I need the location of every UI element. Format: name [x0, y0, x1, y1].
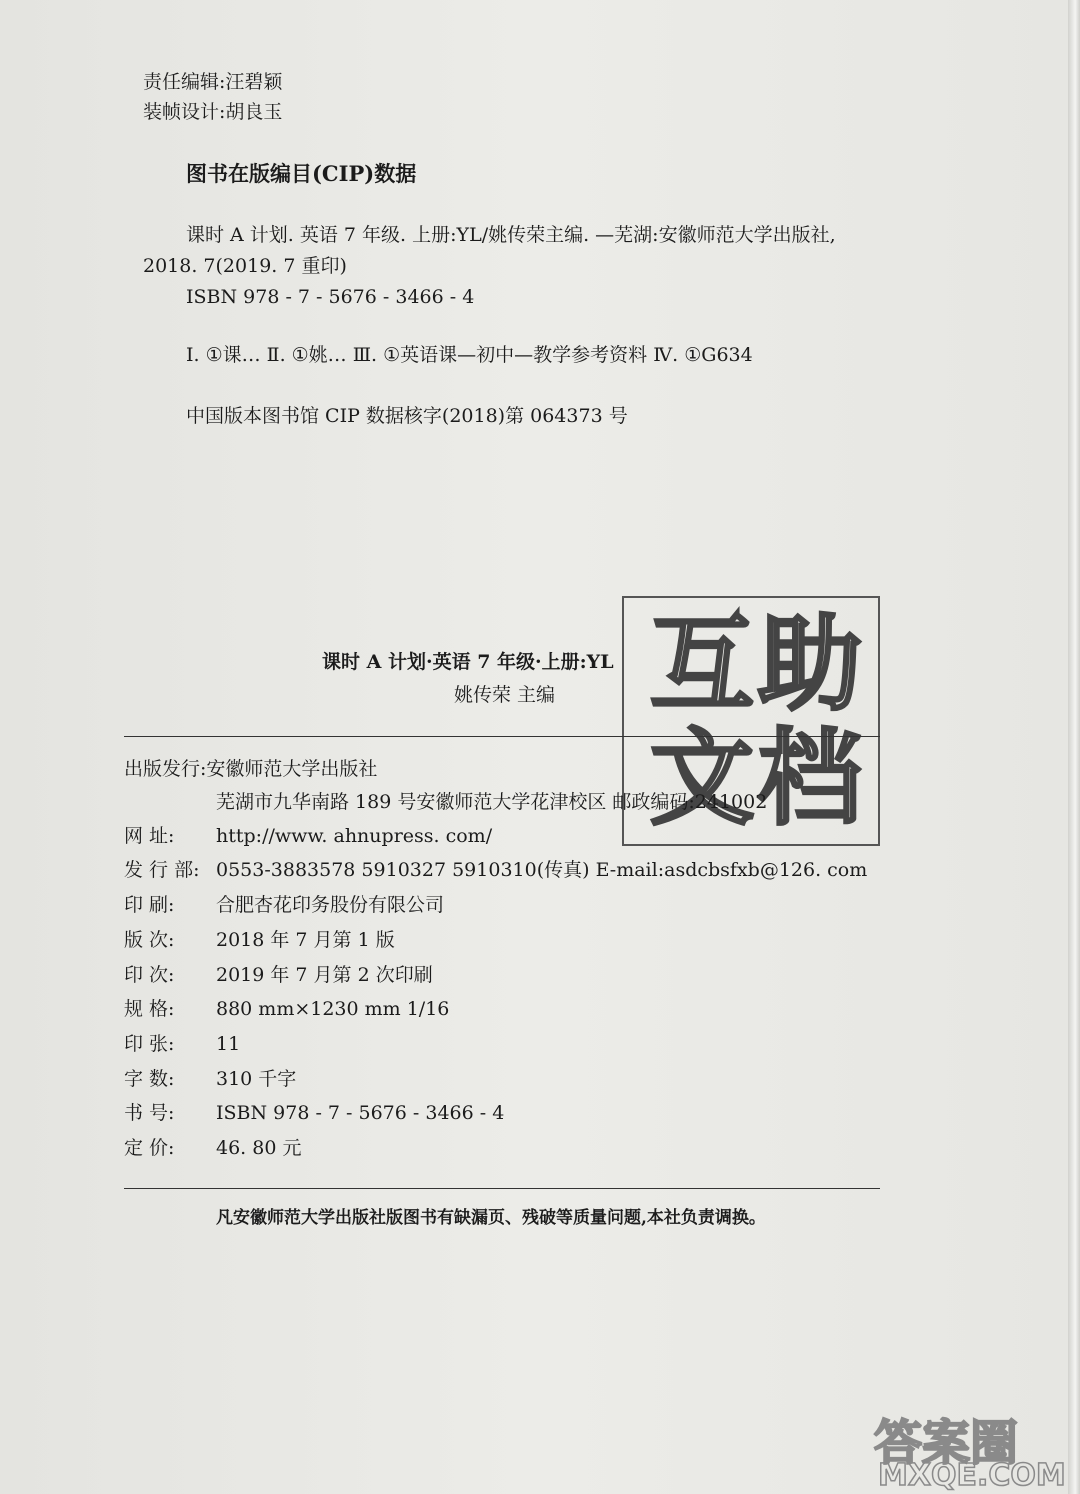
- sales-label: 发 行 部:: [124, 859, 200, 881]
- sales-contact: 0553-3883578 5910327 5910310(传真) E-mail:asdcbsfxb@126. com: [216, 859, 868, 881]
- cip-record-number: 中国版本图书馆 CIP 数据核字(2018)第 064373 号: [186, 405, 628, 427]
- cip-line-2: 2018. 7(2019. 7 重印): [143, 255, 347, 277]
- page-edge: [1068, 0, 1080, 1494]
- isbn-label: 书 号:: [124, 1102, 175, 1124]
- printing-label: 印 次:: [124, 964, 175, 986]
- quality-notice: 凡安徽师范大学出版社版图书有缺漏页、残破等质量问题,本社负责调换。: [216, 1208, 766, 1228]
- book-author: 姚传荣 主编: [454, 684, 556, 706]
- divider-bottom: [124, 1188, 880, 1189]
- watermark-bottom-text: MXQE.COM: [878, 1458, 1066, 1493]
- cip-heading: 图书在版编目(CIP)数据: [186, 161, 417, 186]
- divider-top: [124, 736, 880, 737]
- printing: 2019 年 7 月第 2 次印刷: [216, 964, 433, 986]
- stamp-char-2: 助: [758, 603, 863, 725]
- price-label: 定 价:: [124, 1137, 175, 1159]
- edition-label: 版 次:: [124, 929, 175, 951]
- watermark-logo: [868, 1404, 1078, 1494]
- printer: 合肥杏花印务股份有限公司: [216, 894, 445, 916]
- word-count: 310 千字: [216, 1068, 297, 1090]
- words-label: 字 数:: [124, 1068, 175, 1090]
- printer-label: 印 刷:: [124, 894, 175, 916]
- price: 46. 80 元: [216, 1137, 302, 1159]
- editor-credit: 责任编辑:汪碧颖: [143, 71, 283, 93]
- book-title: 课时 A 计划·英语 7 年级·上册:YL: [322, 651, 614, 673]
- stamp-char-1: 互: [650, 603, 755, 725]
- website: http://www. ahnupress. com/: [216, 825, 493, 847]
- designer-credit: 装帧设计:胡良玉: [143, 101, 283, 123]
- format: 880 mm×1230 mm 1/16: [216, 998, 450, 1020]
- stamp-char-4: 档: [758, 717, 863, 839]
- cip-isbn: ISBN 978 - 7 - 5676 - 3466 - 4: [186, 286, 475, 308]
- edition: 2018 年 7 月第 1 版: [216, 929, 395, 951]
- cip-line-1: 课时 A 计划. 英语 7 年级. 上册:YL/姚传荣主编. —芜湖:安徽师范大学出版社,: [186, 224, 836, 246]
- watermark-top-text: 答案圈: [874, 1415, 1019, 1471]
- sheets-label: 印 张:: [124, 1033, 175, 1055]
- isbn: ISBN 978 - 7 - 5676 - 3466 - 4: [216, 1102, 505, 1124]
- sheets: 11: [216, 1033, 241, 1055]
- format-label: 规 格:: [124, 998, 175, 1020]
- stamp-char-3: 文: [650, 717, 755, 839]
- cip-classification: Ⅰ. ①课… Ⅱ. ①姚… Ⅲ. ①英语课—初中—教学参考资料 Ⅳ. ①G634: [186, 344, 753, 366]
- publisher: 出版发行:安徽师范大学出版社: [124, 758, 378, 780]
- publisher-address: 芜湖市九华南路 189 号安徽师范大学花津校区 邮政编码:241002: [216, 791, 768, 813]
- website-label: 网 址:: [124, 825, 175, 847]
